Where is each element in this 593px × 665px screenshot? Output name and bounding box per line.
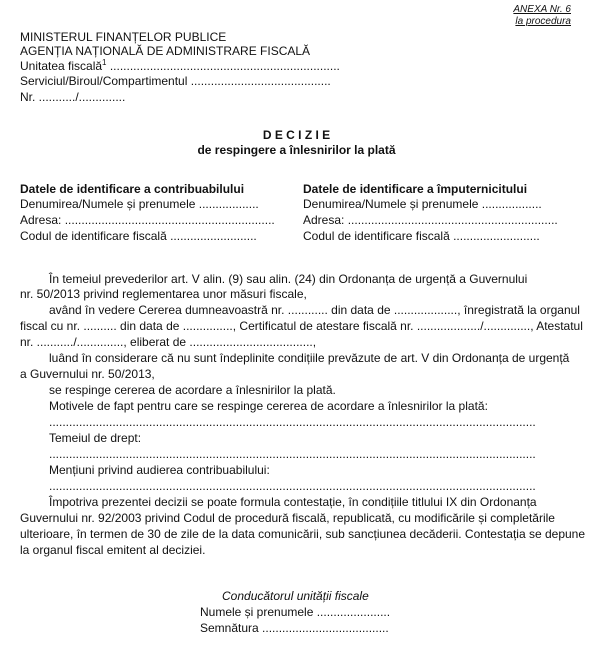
annex-procedure: la procedura bbox=[515, 16, 571, 27]
paragraph-rejection: se respinge cererea de acordare a înlesnirilor la plată. bbox=[49, 383, 336, 397]
signature-sign-field: Semnătura ...................................... bbox=[200, 621, 389, 635]
appeal-line3: ulterioare, în termen de 30 de zile de la data comunicării, sub sancțiunea decăderii. Contestația se depune bbox=[20, 527, 586, 541]
signature-name-field: Numele și prenumele ...................... bbox=[200, 605, 391, 619]
legal-basis-dotted-line: .................................................................................................................................................. bbox=[49, 447, 536, 461]
taxpayer-heading: Datele de identificare a contribuabilului bbox=[20, 182, 245, 196]
appeal-line1: Împotriva prezentei decizii se poate formula contestație, în condițiile titlului IX din Ordonanța bbox=[49, 495, 537, 509]
paragraph-basis-line1: În temeiul prevederilor art. V alin. (9) sau alin. (24) din Ordonanța de urgență a Guvernului bbox=[49, 272, 528, 286]
reasons-dotted-line: .................................................................................................................................................. bbox=[49, 415, 536, 429]
representative-name-field: Denumirea/Numele și prenumele .................. bbox=[303, 197, 542, 211]
document-title: D E C I Z I E bbox=[262, 128, 331, 142]
number-line: Nr. .........../.............. bbox=[20, 90, 126, 104]
paragraph-request-line1: având în vedere Cererea dumneavoastră nr. ............ din data de ..................., înregistrată la organul bbox=[49, 303, 580, 317]
paragraph-conditions-line2: a Guvernului nr. 50/2013, bbox=[20, 367, 155, 381]
representative-code-field: Codul de identificare fiscală .......................... bbox=[303, 229, 540, 243]
taxpayer-code-field: Codul de identificare fiscală .......................... bbox=[20, 229, 257, 243]
hearing-dotted-line: .................................................................................................................................................. bbox=[49, 479, 536, 493]
fiscal-unit-dots: ..................................................................... bbox=[106, 59, 340, 73]
taxpayer-name-field: Denumirea/Numele și prenumele .................. bbox=[20, 197, 259, 211]
paragraph-reasons: Motivele de fapt pentru care se respinge cererea de acordare a înlesnirilor la plată: bbox=[49, 399, 488, 413]
paragraph-request-line3: nr. .........../.............., eliberat de ....................................., bbox=[20, 335, 317, 349]
service-line: Serviciul/Biroul/Compartimentul .......................................... bbox=[20, 74, 331, 88]
fiscal-unit-label: Unitatea fiscală bbox=[20, 59, 103, 73]
footnote-marker: 1 bbox=[102, 58, 107, 67]
taxpayer-address-field: Adresa: ............................................................... bbox=[20, 213, 275, 227]
annex-number: ANEXA Nr. 6 bbox=[513, 4, 571, 15]
representative-address-field: Adresa: ............................................................... bbox=[303, 213, 558, 227]
appeal-line2: Guvernului nr. 92/2003 privind Codul de procedură fiscală, republicată, cu modificările și completările bbox=[20, 511, 555, 525]
paragraph-request-line2: fiscal cu nr. .......... din data de ..............., Certificatul de atestare fiscală nr. .................../.............., Atestatul bbox=[20, 319, 583, 333]
hearing-label: Mențiuni privind audierea contribuabilului: bbox=[49, 463, 270, 477]
agency-name: AGENȚIA NAȚIONALĂ DE ADMINISTRARE FISCALĂ bbox=[20, 44, 311, 58]
paragraph-basis-line2: nr. 50/2013 privind reglementarea unor măsuri fiscale, bbox=[20, 287, 307, 301]
representative-heading: Datele de identificare a împuternicitului bbox=[303, 182, 528, 196]
ministry-name: MINISTERUL FINANȚELOR PUBLICE bbox=[20, 30, 227, 44]
signature-title: Conducătorul unității fiscale bbox=[222, 589, 369, 603]
document-subtitle: de respingere a înlesnirilor la plată bbox=[197, 143, 396, 157]
legal-basis-label: Temeiul de drept: bbox=[49, 431, 142, 445]
paragraph-conditions-line1: luând în considerare că nu sunt îndeplinite condițiile prevăzute de art. V din Ordonanța de urgență bbox=[49, 351, 570, 365]
fiscal-unit-line bbox=[20, 59, 340, 73]
appeal-line4: la organul fiscal emitent al deciziei. bbox=[20, 543, 206, 557]
